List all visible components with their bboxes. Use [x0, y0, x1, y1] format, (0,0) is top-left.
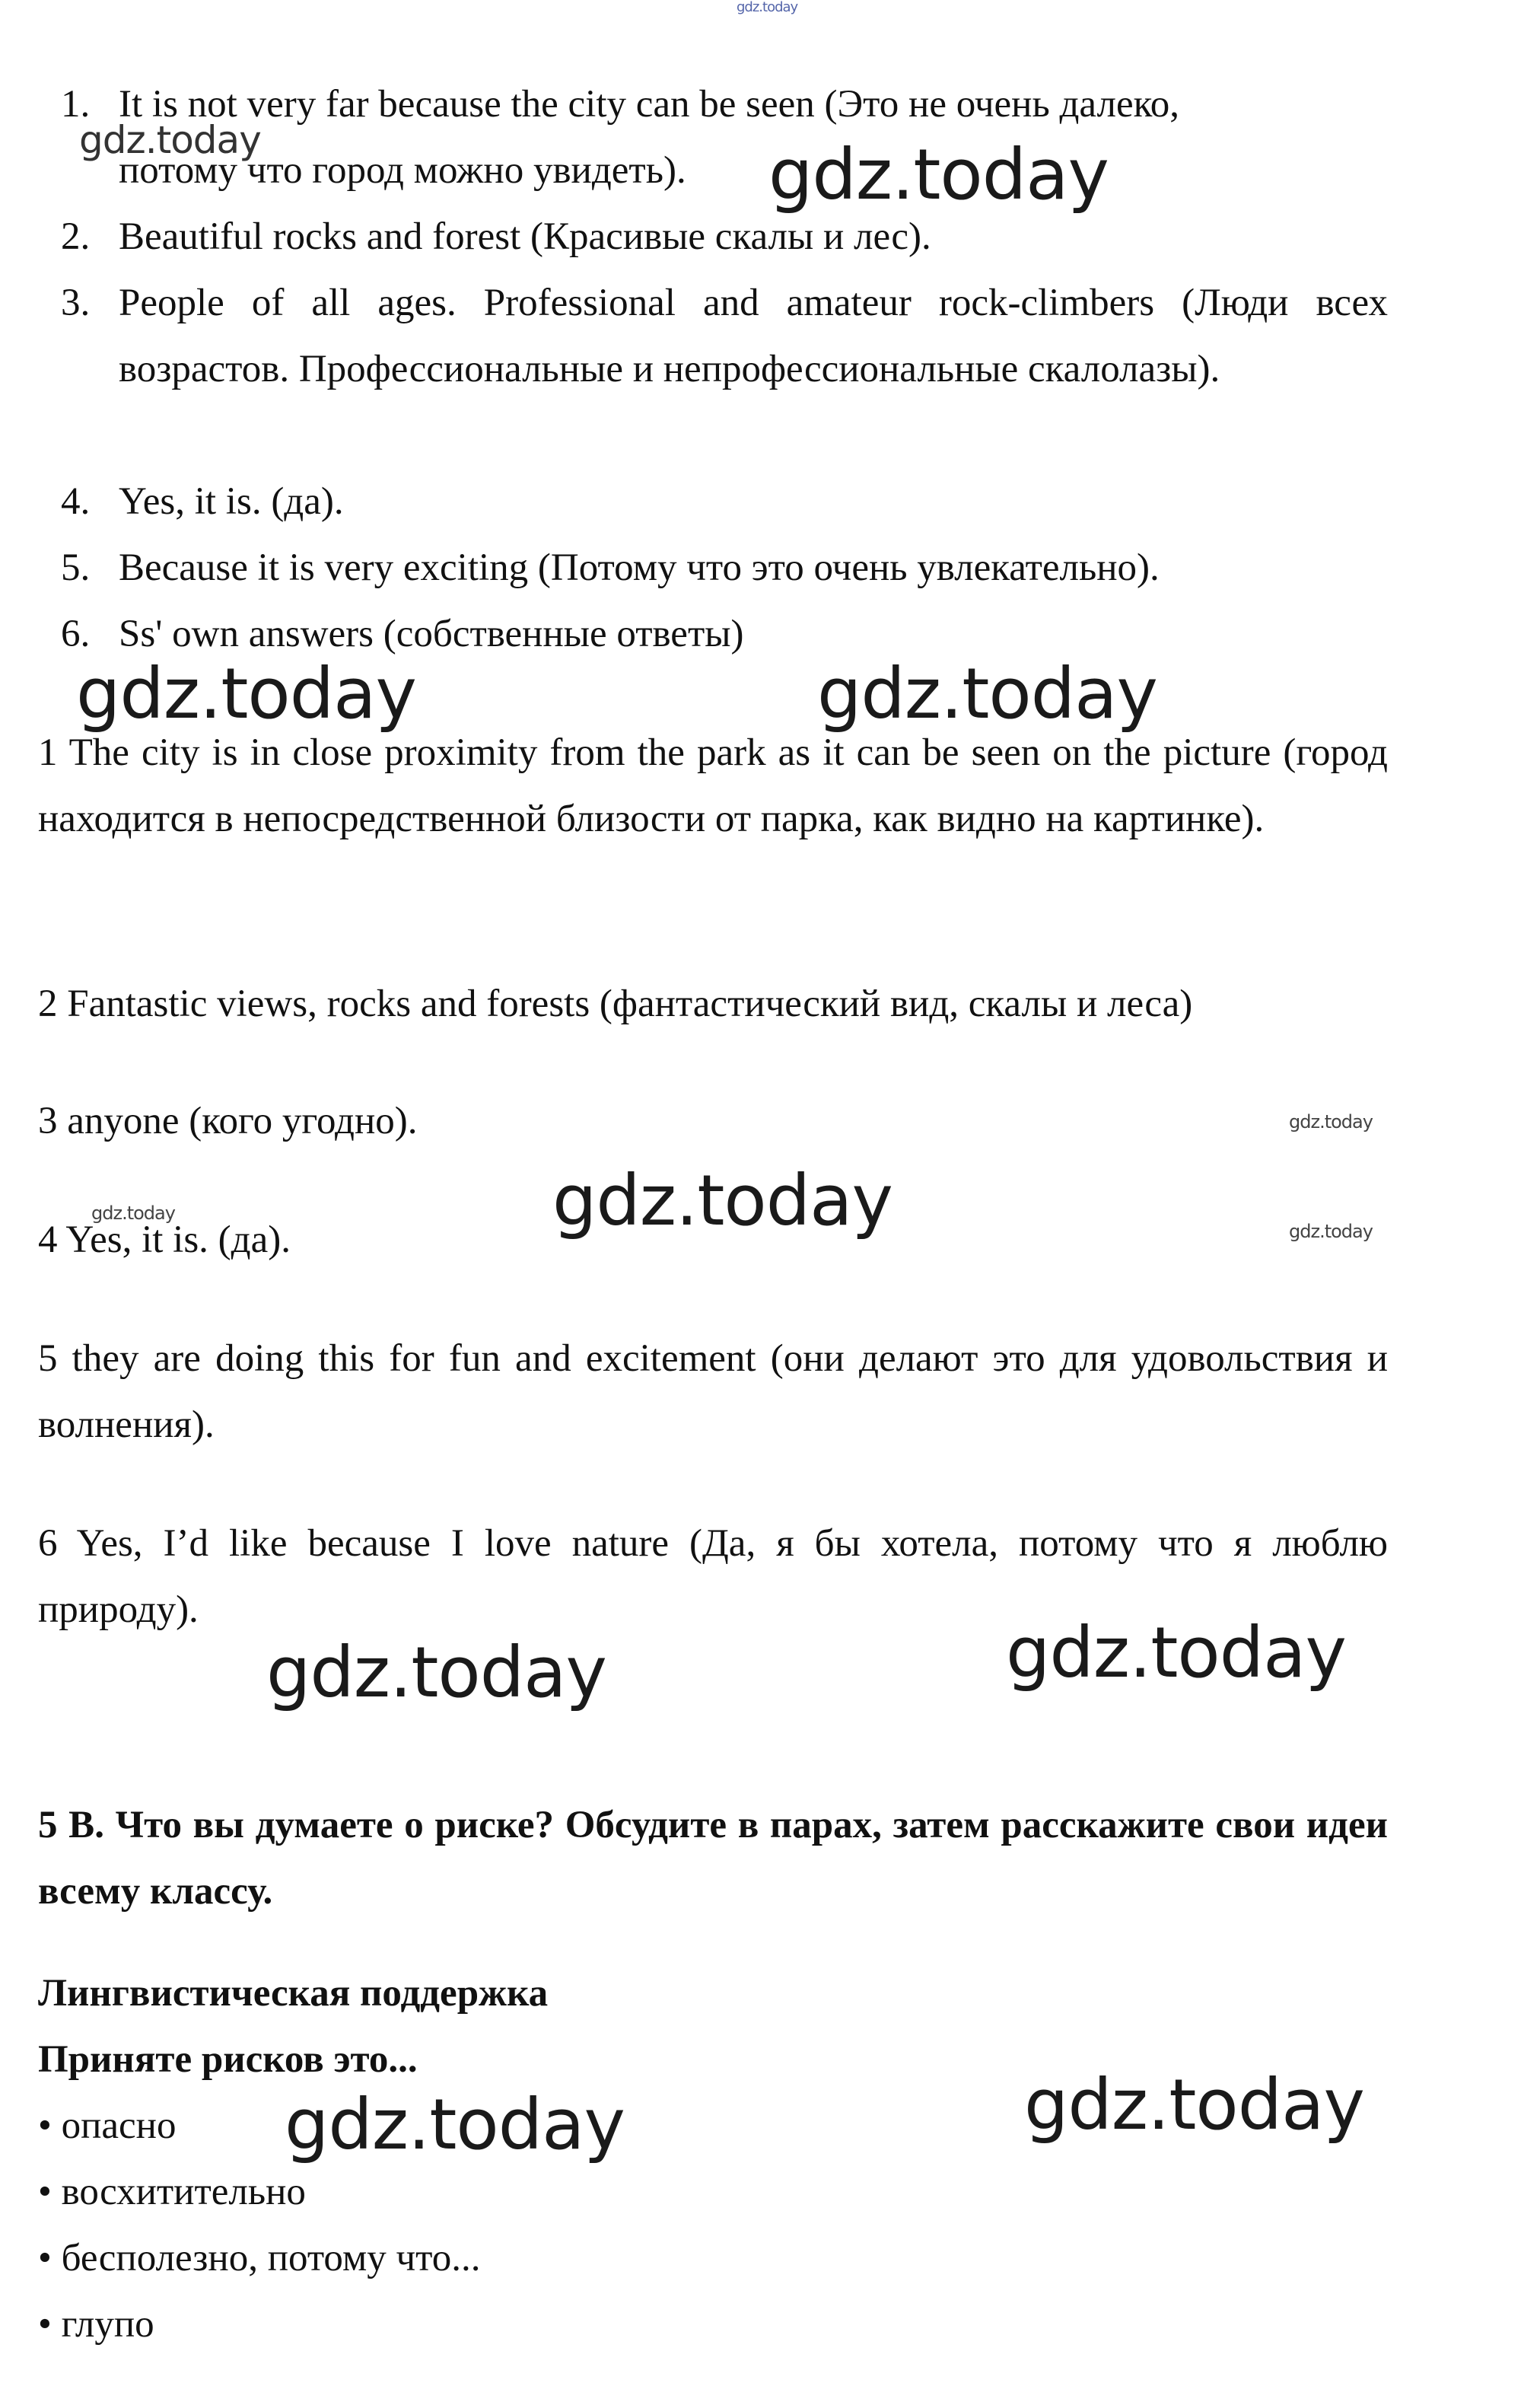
support-bullet: • опасно: [38, 2104, 177, 2147]
list-a-number: 3.: [61, 282, 91, 324]
list-b-item-5: 5 they are doing this for fun and excitement (они делают это для удовольствия и волнения).: [38, 1337, 1388, 1446]
watermark: gdz.today: [91, 1203, 175, 1224]
watermark: gdz.today: [1289, 1111, 1373, 1132]
list-a-number: 1.: [61, 83, 91, 126]
list-b-item-6: 6 Yes, I’d like because I love nature (Да, я бы хотела, потому что я люблю природу).: [38, 1522, 1388, 1631]
watermark: gdz.today: [552, 1160, 892, 1241]
list-b-item-4: 4 Yes, it is. (да).: [38, 1218, 291, 1261]
task-heading: 5 B. Что вы думаете о риске? Обсудите в парах, затем расскажите свои идеи всему классу.: [38, 1804, 1388, 1913]
list-a-number: 6.: [61, 613, 91, 655]
watermark-top: gdz.today: [737, 0, 798, 15]
watermark: gdz.today: [1024, 2064, 1364, 2145]
list-a-item-1-line-1: It is not very far because the city can be seen (Это не очень далеко,: [119, 83, 1180, 126]
list-a-number: 2.: [61, 215, 91, 258]
list-a-number: 4.: [61, 480, 91, 523]
watermark: gdz.today: [1006, 1612, 1346, 1693]
support-bullet: • глупо: [38, 2303, 154, 2346]
watermark: gdz.today: [79, 118, 261, 162]
watermark: gdz.today: [76, 653, 416, 734]
list-a-item-1-line-2: потому что город можно увидеть).: [119, 149, 686, 192]
watermark: gdz.today: [768, 134, 1109, 215]
list-b-item-2: 2 Fantastic views, rocks and forests (фантастический вид, скалы и леса): [38, 983, 1193, 1025]
watermark: gdz.today: [285, 2084, 625, 2165]
list-b-item-1: 1 The city is in close proximity from the park as it can be seen on the picture (город находится в непосредственной близости от парка, как видно на картинке).: [38, 731, 1388, 840]
watermark: gdz.today: [817, 653, 1157, 734]
list-a-item-4: Yes, it is. (да).: [119, 480, 344, 523]
support-bullet: • бесполезно, потому что...: [38, 2237, 481, 2279]
watermark: gdz.today: [1289, 1221, 1373, 1242]
support-bullet: • восхитительно: [38, 2171, 306, 2213]
list-a-number: 5.: [61, 546, 91, 589]
list-a-item-2: Beautiful rocks and forest (Красивые скалы и лес).: [119, 215, 931, 258]
support-title: Лингвистическая поддержка: [38, 1972, 549, 2015]
list-a-item-5: Because it is very exciting (Потому что это очень увлекательно).: [119, 546, 1160, 589]
list-a-item-6: Ss' own answers (собственные ответы): [119, 613, 744, 655]
list-b-item-3: 3 anyone (кого угодно).: [38, 1100, 418, 1142]
support-subtitle: Приняте рисков это...: [38, 2038, 418, 2081]
list-a-item-3: People of all ages. Professional and amateur rock-climbers (Люди всех возрастов. Профессиональные и непрофессиональные скалолазы).: [119, 282, 1388, 390]
watermark: gdz.today: [266, 1632, 606, 1713]
